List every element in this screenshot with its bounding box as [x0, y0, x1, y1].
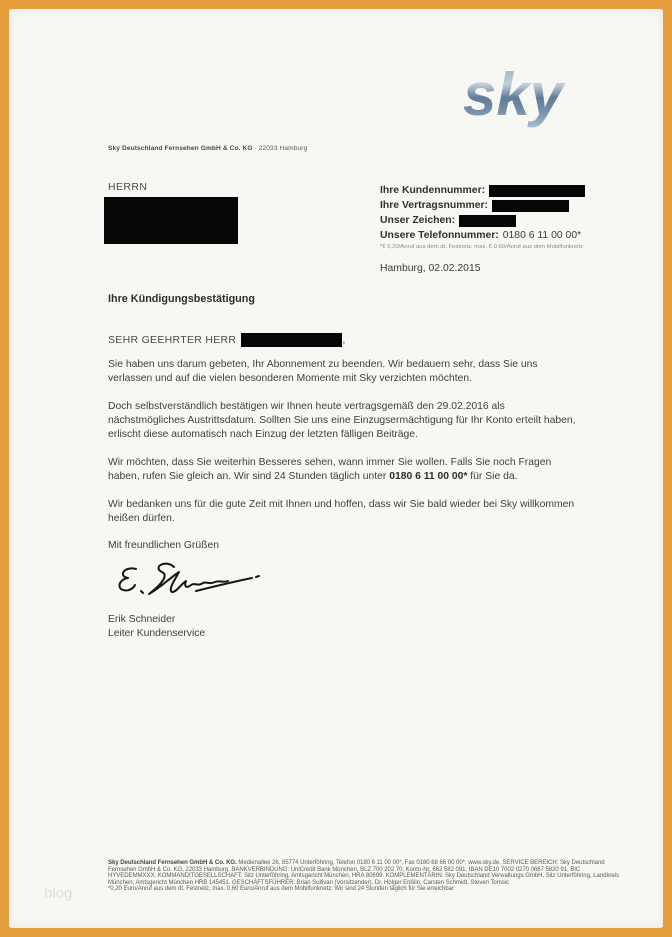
sender-line	[108, 145, 307, 152]
info-label: Ihre Kundennummer:	[380, 185, 486, 196]
info-label: Unser Zeichen:	[380, 215, 456, 226]
info-row-customer-number	[380, 183, 595, 198]
footer-line-4: München, Amtsgericht München HRB 145451. GESCHÄFTSFÜHRER: Brian Sullivan (Vorsitzender), Dr. Holger Enßlin, Carsten Schmidt, Steven Tomsic	[108, 879, 509, 886]
footer-line-2: Fernsehen GmbH & Co. KG, 22033 Hamburg. BANKVERBINDUNG: UniCredit Bank München, BLZ 700 202 70, Konto-Nr. 662 582 091, IBAN DE10 7002 0270 0667 5820 91, BIC	[108, 866, 581, 873]
paragraph-3-phone: 0180 6 11 00 00*	[389, 471, 468, 482]
info-label: Unsere Telefonnummer:	[380, 230, 499, 241]
border-corner	[0, 0, 10, 10]
sky-logo	[461, 57, 586, 132]
footer-imprint	[108, 860, 619, 893]
redaction-box	[492, 200, 569, 212]
footer-company: Sky Deutschland Fernsehen GmbH & Co. KG.	[108, 860, 237, 866]
salutation-redaction-box	[241, 333, 342, 347]
signature-image	[110, 557, 270, 613]
paragraph-4: Wir bedanken uns für die gute Zeit mit Ihnen und hoffen, dass wir Sie bald wieder bei Sky willkommen heißen dürfen.	[108, 499, 575, 524]
paragraph-3-text: Wir möchten, dass Sie weiterhin Besseres sehen, wann immer Sie wollen. Falls Sie noch Fragen haben, rufen Sie gleich an. Wir sind 24 Stunden täglich unter	[108, 457, 552, 482]
sender-company: Sky Deutschland Fernsehen GmbH & Co. KG	[108, 145, 253, 152]
salutation-text: SEHR GEEHRTER HERR	[108, 334, 237, 346]
footer-line-3: HYVEDEMMXXX. KOMMANDITGESELLSCHAFT: Sitz Unterföhring, Amtsgericht München, HRA 80699. KOMPLEMENTÄRIN: Sky Deutschland Verwaltungs GmbH, Sitz Unterföhring, Landkreis	[108, 873, 619, 880]
phone-footnote: *€ 0,20/Anruf aus dem dt. Festnetz, max. € 0,60/Anruf aus dem Mobilfunknetz	[380, 244, 584, 250]
info-row-contract-number	[380, 198, 595, 213]
paragraph-3-tail: für Sie da.	[467, 471, 518, 482]
redaction-box	[459, 215, 516, 227]
redaction-box	[489, 185, 585, 197]
sky-logo-text: sky	[463, 61, 564, 128]
paragraph-2: Doch selbstverständlich bestätigen wir Ihnen heute vertragsgemäß den 29.02.2016 als nächstmögliches Austrittsdatum. Sollten Sie uns eine Einzugsermächtigung für Ihr Konto erteilt haben, erlischt diese automatisch nach Einzug der letzten fälligen Beiträge.	[108, 401, 576, 440]
salutation-comma: ,	[342, 334, 346, 346]
closing-line: Mit freundlichen Grüßen	[108, 540, 219, 551]
info-row-reference	[380, 213, 595, 228]
paragraph-3	[108, 456, 582, 484]
phone-number: 0180 6 11 00 00*	[502, 230, 582, 241]
subject-line: Ihre Kündigungsbestätigung	[108, 293, 255, 305]
border-corner	[662, 0, 672, 10]
recipient-salutation: HERRN	[108, 181, 148, 193]
paragraph-1: Sie haben uns darum gebeten, Ihr Abonnement zu beenden. Wir bedauern sehr, dass Sie uns verlassen und auf die vielen besonderen Momente mit Sky verzichten möchten.	[108, 359, 538, 384]
signer-title: Leiter Kundenservice	[108, 628, 206, 639]
salutation-line	[108, 333, 582, 347]
footer-line-1-rest: Medienallee 26, 85774 Unterföhring, Telefon 0180 6 11 00 00*, Fax 0180 68 66 00 00*, www.sky.de. SERVICE BEREICH: Sky Deutschland	[236, 860, 605, 866]
sender-city: · 22033 Hamburg	[252, 145, 308, 152]
recipient-redaction-box	[104, 197, 238, 244]
blog-watermark: blog	[44, 885, 73, 902]
info-row-phone	[380, 228, 595, 243]
signer-name: Erik Schneider	[108, 614, 176, 625]
info-label: Ihre Vertragsnummer:	[380, 200, 488, 211]
date-line: Hamburg, 02.02.2015	[380, 263, 481, 274]
info-block	[380, 183, 595, 274]
border-corner	[662, 927, 672, 937]
footer-line-1	[108, 860, 605, 867]
letter-body	[108, 293, 582, 641]
recipient-block	[108, 181, 238, 244]
footer-line-5: *0,20 Euro/Anruf aus dem dt. Festnetz, max. 0,60 Euro/Anruf aus dem Mobilfunknetz; Wir sind 24 Stunden täglich für Sie erreichbar	[108, 886, 454, 893]
border-corner	[0, 927, 10, 937]
